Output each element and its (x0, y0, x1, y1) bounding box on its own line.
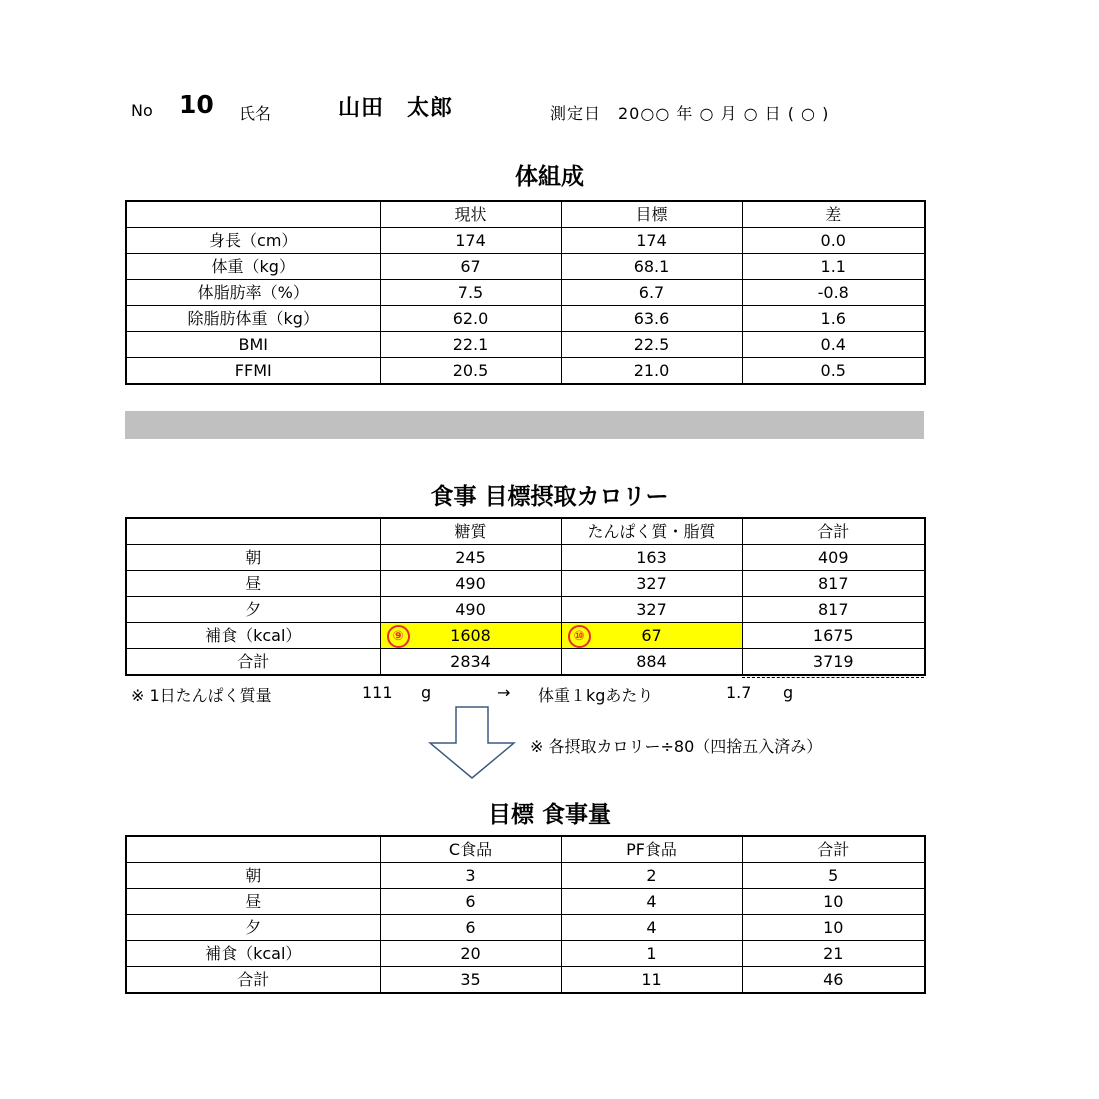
table-cell: 10 (742, 889, 925, 915)
table-row (126, 228, 925, 254)
meal-amount-table (125, 835, 926, 994)
header-cell: 差 (742, 201, 925, 228)
number-value: 10 (179, 90, 214, 119)
protein-value: 111 (362, 683, 393, 702)
table-cell: 7.5 (380, 280, 561, 306)
row-label: 夕 (126, 597, 380, 623)
row-label: 合計 (126, 649, 380, 676)
table-cell: 67 (380, 254, 561, 280)
row-label: BMI (126, 332, 380, 358)
calorie-target-table (125, 517, 926, 676)
table-cell: 20 (380, 941, 561, 967)
table-cell: 3719 (742, 649, 925, 676)
table-cell: 21 (742, 941, 925, 967)
row-label: 補食（kcal） (126, 623, 380, 649)
table-cell: -0.8 (742, 280, 925, 306)
table-cell: 63.6 (561, 306, 742, 332)
table-cell: 817 (742, 597, 925, 623)
table-cell: 3 (380, 863, 561, 889)
table-cell: 22.5 (561, 332, 742, 358)
table-row (126, 306, 925, 332)
marker-10-icon: ⑩ (568, 625, 591, 648)
measurement-date: 測定日 20○○ 年 ○ 月 ○ 日 ( ○ ) (550, 104, 830, 123)
table-cell: 1 (561, 941, 742, 967)
header-cell (126, 836, 380, 863)
header-cell: 合計 (742, 836, 925, 863)
table-cell: 490 (380, 571, 561, 597)
table-cell: 245 (380, 545, 561, 571)
table-row (126, 571, 925, 597)
protein-note-label: ※ 1日たんぱく質量 (131, 686, 272, 705)
row-label: 合計 (126, 967, 380, 994)
table-cell: 163 (561, 545, 742, 571)
table-row (126, 254, 925, 280)
table-cell: 62.0 (380, 306, 561, 332)
table-cell: 46 (742, 967, 925, 994)
number-label: No (131, 101, 153, 120)
row-label: 昼 (126, 889, 380, 915)
header-cell: PF食品 (561, 836, 742, 863)
header-cell: 合計 (742, 518, 925, 545)
table-row (126, 967, 925, 994)
header-cell: 現状 (380, 201, 561, 228)
row-label: 昼 (126, 571, 380, 597)
table-header-row (126, 836, 925, 863)
body-composition-title: 体組成 (515, 164, 584, 190)
table-cell: 5 (742, 863, 925, 889)
table-cell: 10 (742, 915, 925, 941)
table-row (126, 545, 925, 571)
table-cell: 0.5 (742, 358, 925, 385)
table-cell: 817 (742, 571, 925, 597)
table-cell: 1.6 (742, 306, 925, 332)
table-header-row (126, 201, 925, 228)
header-cell: 目標 (561, 201, 742, 228)
table-header-row (126, 518, 925, 545)
arrow-right-icon: → (497, 683, 511, 702)
name-value: 山田 太郎 (338, 96, 454, 121)
table-cell: 1.1 (742, 254, 925, 280)
table-cell: 68.1 (561, 254, 742, 280)
table-cell: 6 (380, 889, 561, 915)
calorie-target-title: 食事 目標摂取カロリー (430, 484, 669, 510)
marker-9-icon: ⑨ (387, 625, 410, 648)
table-row (126, 597, 925, 623)
row-label: 夕 (126, 915, 380, 941)
row-label: 補食（kcal） (126, 941, 380, 967)
row-label: 身長（cm） (126, 228, 380, 254)
table-cell: 1675 (742, 623, 925, 649)
table-cell: 11 (561, 967, 742, 994)
table-cell: 4 (561, 915, 742, 941)
table-cell: 2 (561, 863, 742, 889)
table-row (126, 863, 925, 889)
meal-amount-title: 目標 食事量 (487, 802, 611, 828)
table-cell: 327 (561, 597, 742, 623)
table-cell: 22.1 (380, 332, 561, 358)
body-composition-table (125, 200, 926, 385)
table-cell-value: 67 (641, 626, 662, 645)
per-kg-unit: g (783, 683, 794, 702)
table-row (126, 941, 925, 967)
header-cell: 糖質 (380, 518, 561, 545)
header-cell: C食品 (380, 836, 561, 863)
row-label: 朝 (126, 545, 380, 571)
row-label: 朝 (126, 863, 380, 889)
table-row (126, 649, 925, 676)
table-cell: 4 (561, 889, 742, 915)
table-cell: 884 (561, 649, 742, 676)
table-cell: 35 (380, 967, 561, 994)
highlighted-cell (561, 623, 742, 649)
row-label: FFMI (126, 358, 380, 385)
row-label: 除脂肪体重（kg） (126, 306, 380, 332)
table-row (126, 280, 925, 306)
down-arrow-icon (428, 706, 516, 780)
division-note: ※ 各摂取カロリー÷80（四捨五入済み） (530, 737, 823, 756)
row-label: 体重（kg） (126, 254, 380, 280)
table-cell: 327 (561, 571, 742, 597)
table-cell: 0.0 (742, 228, 925, 254)
table-cell: 6 (380, 915, 561, 941)
table-cell: 20.5 (380, 358, 561, 385)
header-cell (126, 201, 380, 228)
table-cell-value: 1608 (450, 626, 491, 645)
protein-unit: g (421, 683, 432, 702)
table-row (126, 332, 925, 358)
table-row (126, 915, 925, 941)
table-cell: 6.7 (561, 280, 742, 306)
table-row (126, 623, 925, 649)
name-label: 氏名 (239, 104, 272, 123)
per-kg-value: 1.7 (726, 683, 752, 702)
table-cell: 2834 (380, 649, 561, 676)
table-cell: 174 (380, 228, 561, 254)
highlighted-cell (380, 623, 561, 649)
table-row (126, 889, 925, 915)
table-row (126, 358, 925, 385)
section-divider-bar (125, 411, 924, 439)
row-label: 体脂肪率（%） (126, 280, 380, 306)
table-cell: 0.4 (742, 332, 925, 358)
table-cell: 490 (380, 597, 561, 623)
dashed-divider (742, 677, 924, 678)
table-cell: 21.0 (561, 358, 742, 385)
per-kg-label: 体重１kgあたり (538, 686, 654, 705)
table-cell: 174 (561, 228, 742, 254)
header-cell: たんぱく質・脂質 (561, 518, 742, 545)
table-cell: 409 (742, 545, 925, 571)
header-cell (126, 518, 380, 545)
